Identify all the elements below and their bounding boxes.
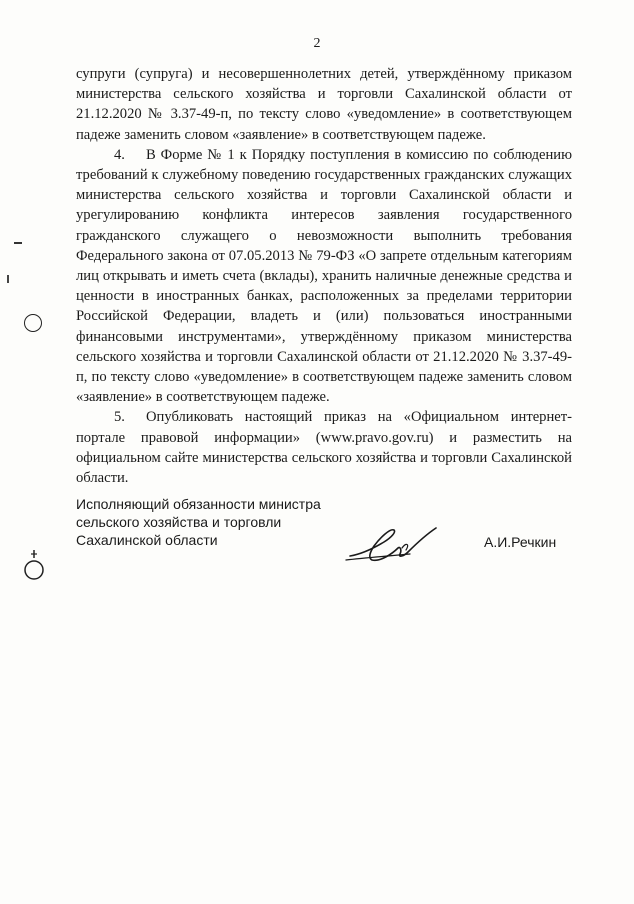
punch-hole-mark [24,314,42,332]
paragraph-text: супруги (супруга) и несовершеннолетних детей, утверждённому приказом министерства сельского хозяйства и торговли Сахалинской области от 21.12.2020 № 3.37-49-п, по тексту слово «уведомление» в соответствующем падеже заменить словом «заявление» в соответствующем падеже. [76,66,572,143]
handwritten-signature [340,520,450,570]
punch-hole-mark [22,548,46,584]
paragraph-item-4 [76,145,572,408]
document-body [76,64,572,488]
paragraph-text: В Форме № 1 к Порядку поступления в комиссию по соблюдению требований к служебному поведению государственных гражданских служащих министерства сельского хозяйства и торговли Сахалинской области и урегулированию конфликта интересов заявления государственного гражданского служащего о невозможности выполнить требования Федерального закона от 07.05.2013 № 79-ФЗ «О запрете отдельным категориям лиц открывать и иметь счета (вклады), хранить наличные денежные средства и ценности в иностранных банках, расположенных за пределами территории Российской Федерации, владеть и (или) пользоваться иностранными финансовыми инструментами», утверждённому приказом министерства сельского хозяйства и торговли Сахалинской области от 21.12.2020 № 3.37-49-п, по тексту слово «уведомление» в соответствующем падеже заменить словом «заявление» в соответствующем падеже. [76,146,572,406]
signatory-title-line: Исполняющий обязанности министра [76,496,321,512]
paragraph-number: 5. [114,409,125,426]
page-number: 2 [313,36,321,51]
signatory-title-line: сельского хозяйства и торговли [76,514,282,530]
signatory-name: А.И.Речкин [484,534,557,550]
margin-mark [14,242,22,244]
paragraph-item-5 [76,407,572,488]
margin-mark [7,275,9,283]
paragraph-number: 4. [114,146,125,163]
signatory-title-line: Сахалинской области [76,532,218,548]
paragraph-continuation [76,64,572,145]
paragraph-text: Опубликовать настоящий приказ на «Официальном интернет-портале правовой информации» (www.pravo.gov.ru) и разместить на официальном сайте министерства сельского хозяйства и торговли Сахалинской области. [76,409,572,487]
signatory-title [76,495,321,549]
